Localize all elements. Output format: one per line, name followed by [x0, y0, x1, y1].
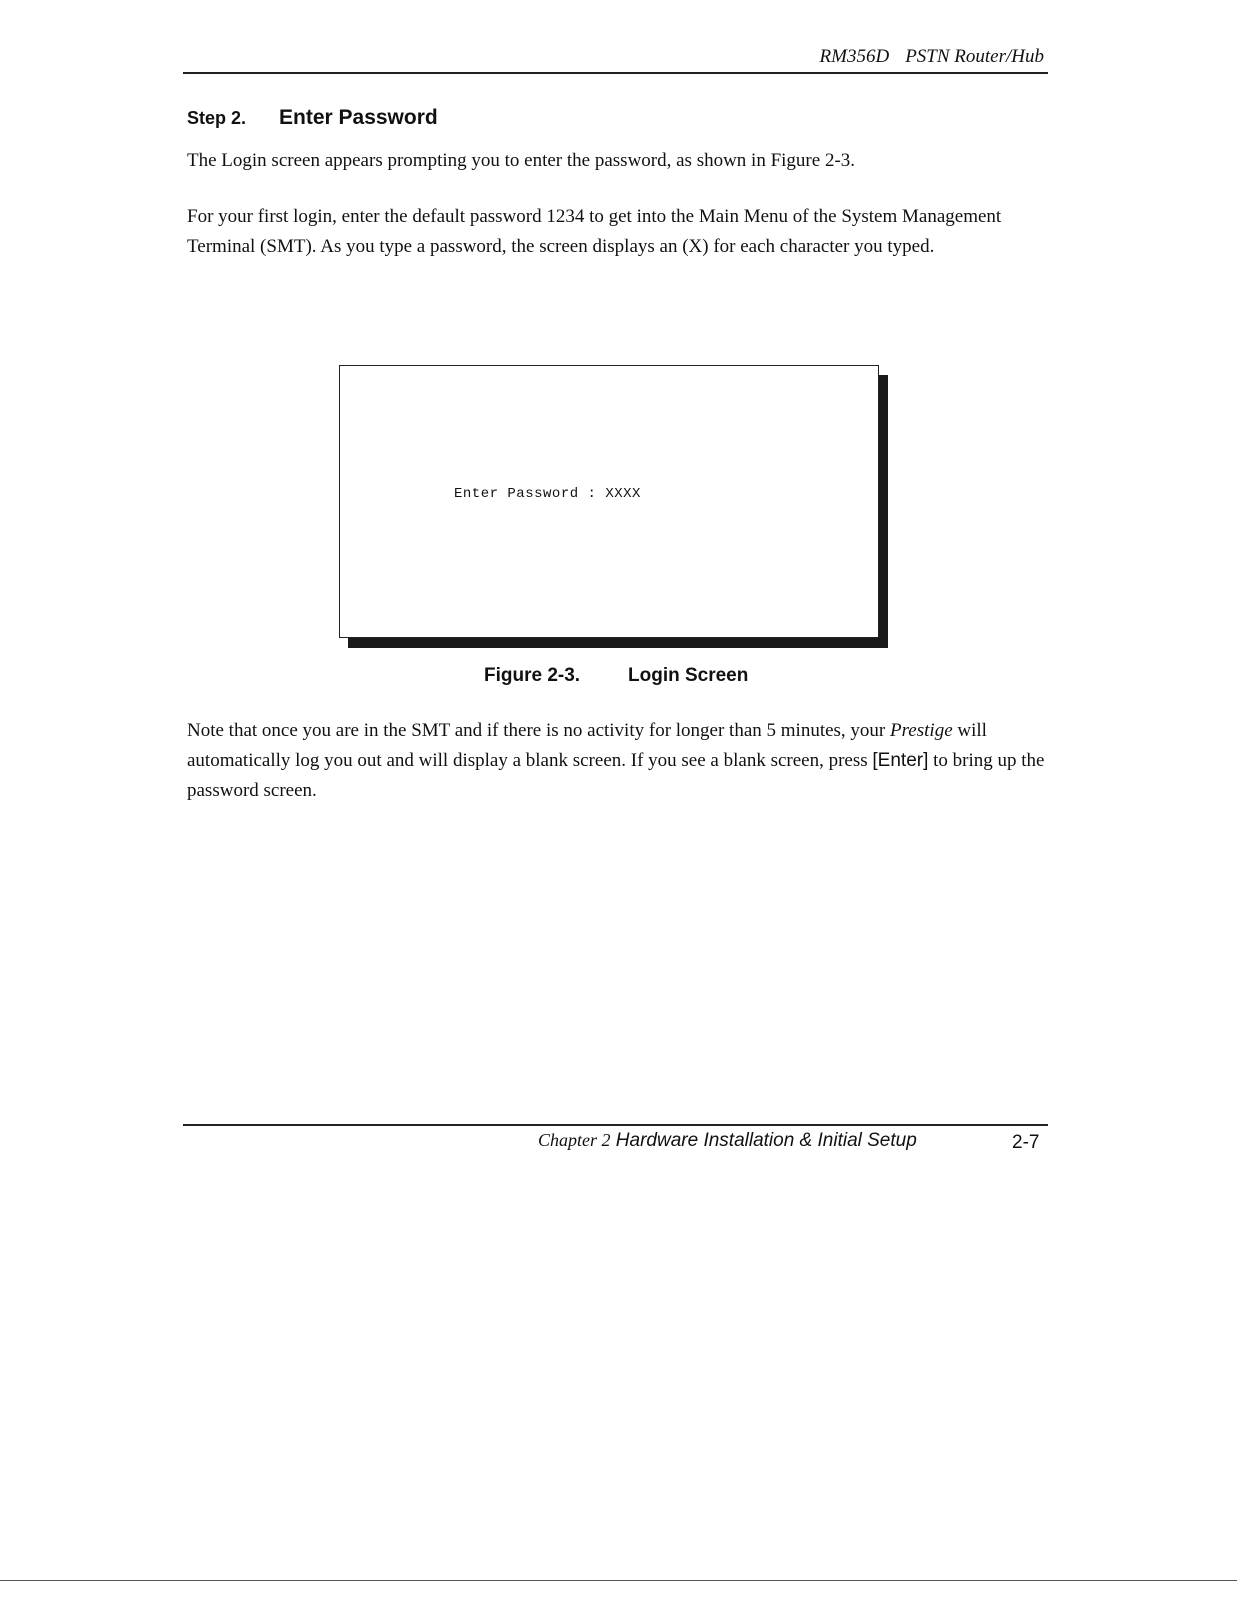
note-prestige: Prestige: [890, 720, 953, 741]
running-header: [183, 46, 1048, 74]
page-bottom-rule: [0, 1580, 1237, 1581]
figure-number: Figure 2-3.: [484, 665, 581, 686]
footer-chapter-label: Chapter 2: [538, 1130, 611, 1150]
note-text-1: Note that once you are in the SMT and if there is no activity for longer than 5 minutes, your: [187, 720, 891, 741]
password-prompt: Enter Password : XXXX: [454, 486, 641, 502]
login-screen-figure: [339, 365, 879, 638]
paragraph-intro: The Login screen appears prompting you to enter the password, as shown in Figure 2-3.: [187, 150, 856, 171]
footer-chapter: [538, 1130, 917, 1152]
note-text-2: will automatically log you out and will display a blank screen. If you see a blank screen, press: [187, 720, 987, 771]
figure-caption: [484, 665, 748, 687]
footer-rule: [183, 1124, 1048, 1126]
figure-title: Login Screen: [628, 665, 749, 686]
footer-chapter-title: Hardware Installation & Initial Setup: [615, 1130, 917, 1151]
step-title: Enter Password: [279, 106, 438, 129]
step-heading: [187, 106, 438, 130]
paragraph-first-login: For your first login, enter the default password 1234 to get into the Main Menu of the System Management Terminal (SMT). As you type a password, the screen displays an (X) for each character you typed.: [187, 206, 1002, 257]
paragraph-note: [187, 716, 1047, 806]
note-enter-key: [Enter]: [872, 750, 929, 771]
header-rule: [183, 72, 1048, 74]
header-model: RM356D: [819, 46, 890, 67]
note-text-3: to bring up the password screen.: [187, 750, 1045, 801]
step-number: Step 2.: [187, 108, 247, 128]
header-product: PSTN Router/Hub: [905, 46, 1044, 67]
footer-page-number: 2-7: [1012, 1132, 1040, 1153]
